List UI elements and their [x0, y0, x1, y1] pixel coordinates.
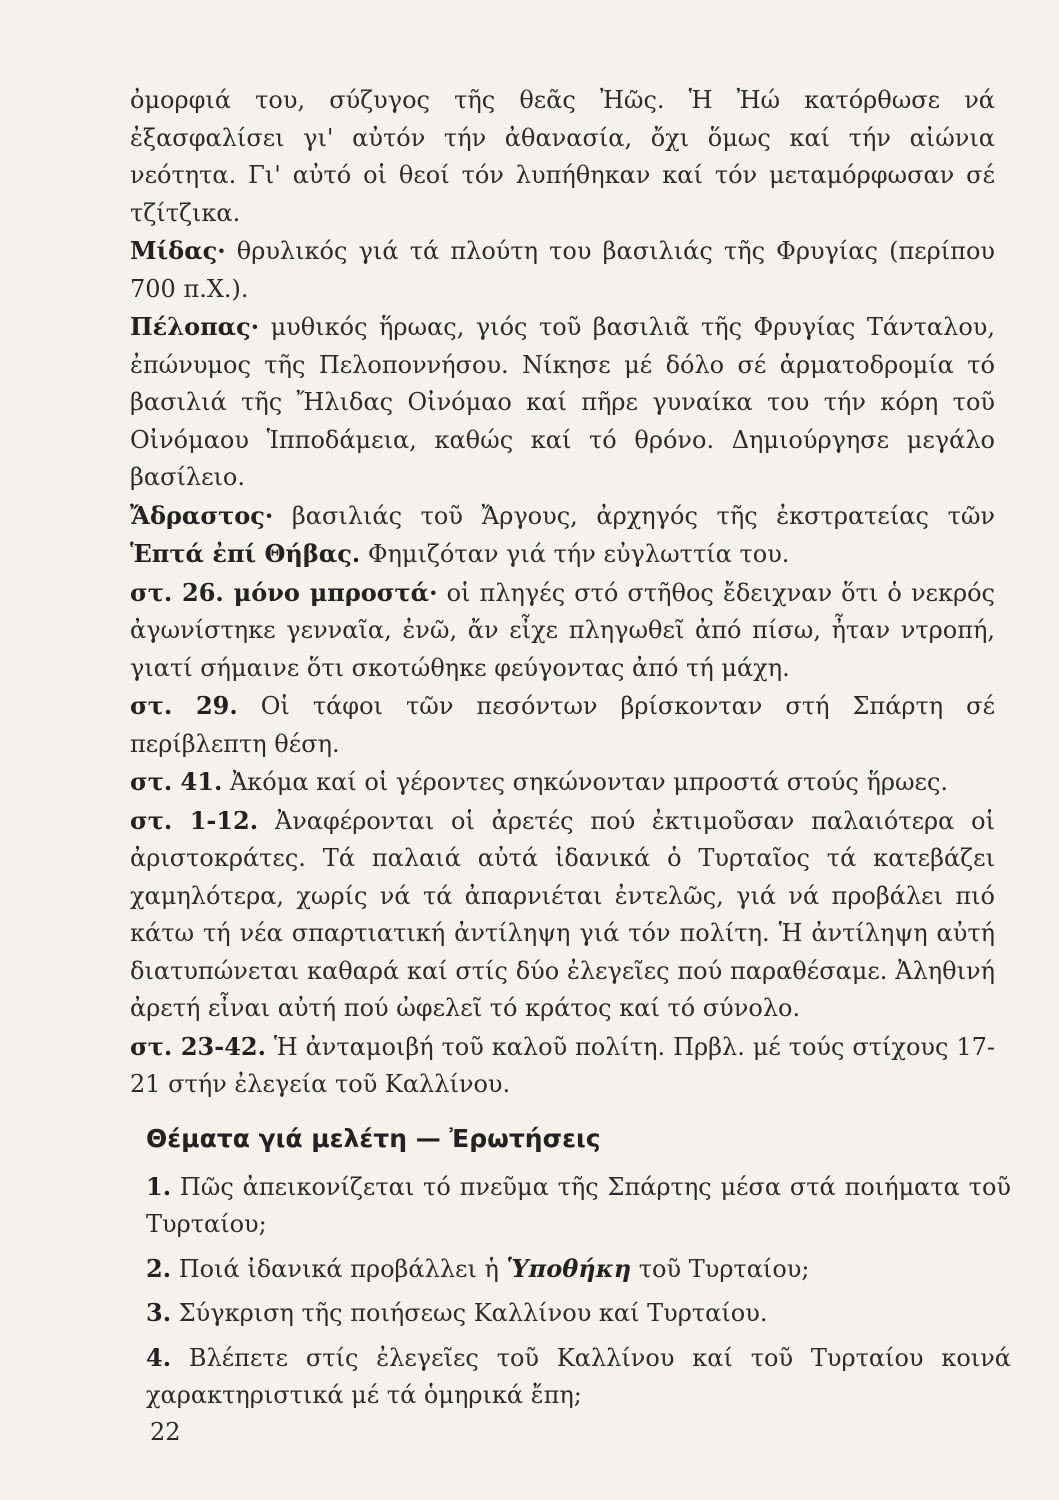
note-tithonus: ὀμορφιά του, σύζυγος τῆς θεᾶς Ἠῶς. Ἡ Ἠώ κατόρθωσε νά ἐξασφαλίσει γι' αὐτόν τήν ἀθανασία, ὄχι ὅμως καί τήν αἰώνια νεότητα. Γι' αὐτό οἱ θεοί τόν λυπήθηκαν καί τόν μεταμόρφωσαν σέ τζίτζικα. — [130, 86, 995, 227]
question-item: 1. Πῶς ἀπεικονίζεται τό πνεῦμα τῆς Σπάρτης μέσα στά ποιήματα τοῦ Τυρταίου; — [146, 1171, 1011, 1238]
note-lines-23-42: στ. 23-42. Ἡ ἀνταμοιβή τοῦ καλοῦ πολίτη. Πρβλ. μέ τούς στίχους 17-21 στήν ἐλεγεία τοῦ Καλλίνου. — [130, 1031, 996, 1098]
question-item: 3. Σύγκριση τῆς ποιήσεως Καλλίνου καί Τυρταίου. — [146, 1298, 768, 1327]
section-title: Θέματα γιά μελέτη — Ἐρωτήσεις — [146, 1124, 601, 1153]
page-number: 22 — [150, 1418, 181, 1446]
note-pelops: Πέλοπας· μυθικός ἥρωας, γιός τοῦ βασιλιᾶ τῆς Φρυγίας Τάνταλου, ἐπώνυμος τῆς Πελοποννήσου. Νίκησε μέ δόλο σέ ἁρματοδρομία τό βασιλιά τῆς Ἤλιδας Οἰνόμαο καί πῆρε γυναίκα του τήν κόρη τοῦ Οἰνόμαου Ἱπποδάμεια, καθώς καί τό θρόνο. Δημιούργησε μεγάλο βασίλειο. — [130, 312, 995, 491]
note-midas: Μίδας· θρυλικός γιά τά πλούτη του βασιλιάς τῆς Φρυγίας (περίπου 700 π.Χ.). — [130, 236, 995, 303]
note-adrastus: Ἄδραστος· βασιλιάς τοῦ Ἄργους, ἀρχηγός τῆς ἐκστρατείας τῶν Ἑπτά ἐπί Θήβας. Φημιζόταν γιά τήν εὐγλωττία του. — [130, 500, 995, 568]
note-line-26: στ. 26. μόνο μπροστά· οἱ πληγές στό στῆθος ἔδειχναν ὅτι ὁ νεκρός ἀγωνίστηκε γενναῖα, ἐνῶ, ἄν εἶχε πληγωθεῖ ἀπό πίσω, ἦταν ντροπή, γιατί σήμαινε ὅτι σκοτώθηκε φεύγοντας ἀπό τή μάχη. — [130, 577, 995, 682]
question-item: 4. Βλέπετε στίς ἐλεγεῖες τοῦ Καλλίνου καί τοῦ Τυρταίου κοινά χαρακτηριστικά μέ τά ὁμηρικά ἔπη; — [146, 1342, 1011, 1409]
study-questions — [146, 1120, 1011, 1421]
question-item: 2. Ποιά ἰδανικά προβάλλει ἡ Ὑποθήκη τοῦ Τυρταίου; — [146, 1253, 810, 1283]
note-line-41: στ. 41. Ἀκόμα καί οἱ γέροντες σηκώνονταν μπροστά στούς ἥρωες. — [130, 767, 949, 796]
notes-block — [130, 82, 995, 1104]
note-lines-1-12: στ. 1-12. Ἀναφέρονται οἱ ἀρετές πού ἐκτιμοῦσαν παλαιότερα οἱ ἀριστοκράτες. Τά παλαιά αὐτά ἰδανικά ὁ Τυρταῖος τά κατεβάζει χαμηλότερα, χωρίς νά τά ἀπαρνιέται ἐντελῶς, γιά νά προβάλει πιό κάτω τή νέα σπαρτιατική ἀντίληψη γιά τόν πολίτη. Ἡ ἀντίληψη αὐτή διατυπώνεται καθαρά καί στίς δύο ἐλεγεῖες πού παραθέσαμε. Ἀληθινή ἀρετή εἶναι αὐτή πού ὠφελεῖ τό κράτος καί τό σύνολο. — [130, 805, 995, 1022]
note-line-29: στ. 29. Οἱ τάφοι τῶν πεσόντων βρίσκονταν στή Σπάρτη σέ περίβλεπτη θέση. — [130, 691, 996, 758]
